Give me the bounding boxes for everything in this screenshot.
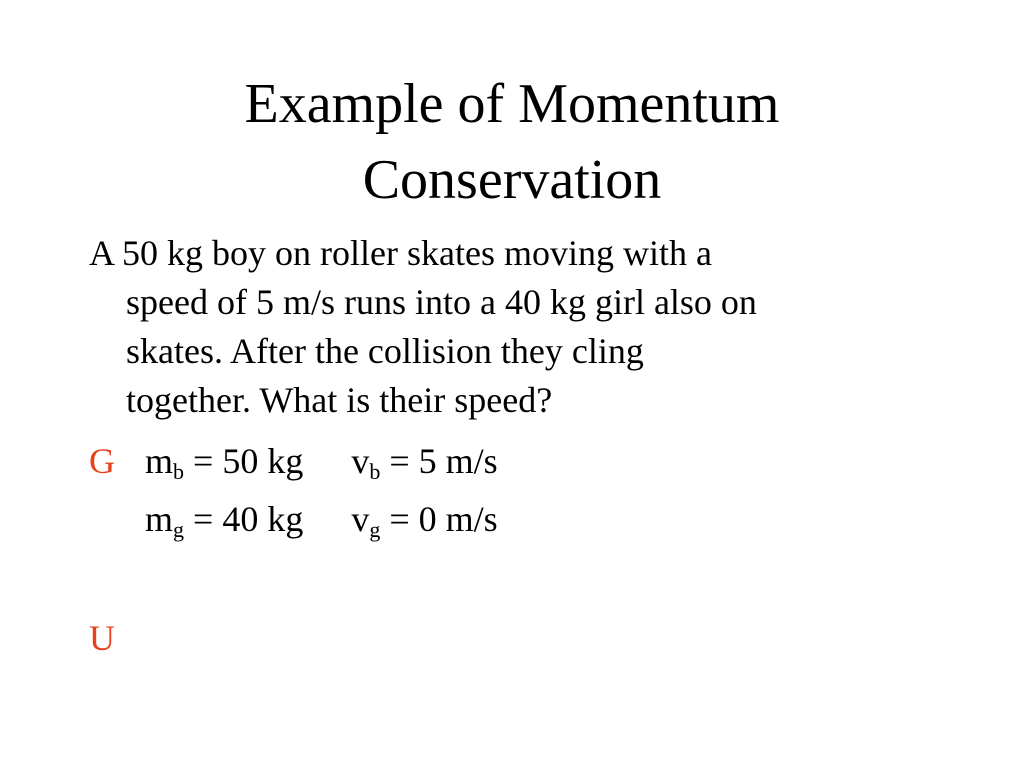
velocity-value: = 0 m/s [380, 499, 498, 539]
velocity-symbol: v [351, 441, 370, 481]
problem-line-1: A 50 kg boy on roller skates moving with a [89, 233, 712, 273]
mass-subscript: g [173, 517, 185, 542]
title-line-1: Example of Momentum [244, 73, 780, 135]
unknown-marker: U [89, 618, 115, 658]
mass-symbol: m [145, 441, 174, 481]
given-row-girl [145, 495, 498, 544]
velocity-subscript: b [369, 459, 381, 484]
title-line-2: Conservation [362, 149, 662, 211]
velocity-boy [351, 437, 497, 486]
problem-line-2: speed of 5 m/s runs into a 40 kg girl also on [126, 282, 757, 322]
velocity-symbol: v [351, 499, 370, 539]
mass-value: = 50 kg [184, 441, 304, 481]
velocity-value: = 5 m/s [380, 441, 498, 481]
mass-boy [145, 437, 303, 486]
slide-title [0, 66, 1024, 218]
mass-subscript: b [173, 459, 185, 484]
problem-line-3: skates. After the collision they cling [126, 331, 644, 371]
problem-statement [89, 229, 969, 425]
mass-symbol: m [145, 499, 174, 539]
given-marker: G [89, 441, 115, 481]
velocity-girl [351, 495, 497, 544]
velocity-subscript: g [369, 517, 381, 542]
mass-girl [145, 495, 303, 544]
problem-line-4: together. What is their speed? [126, 380, 553, 420]
mass-value: = 40 kg [184, 499, 304, 539]
given-row-boy [145, 437, 498, 486]
